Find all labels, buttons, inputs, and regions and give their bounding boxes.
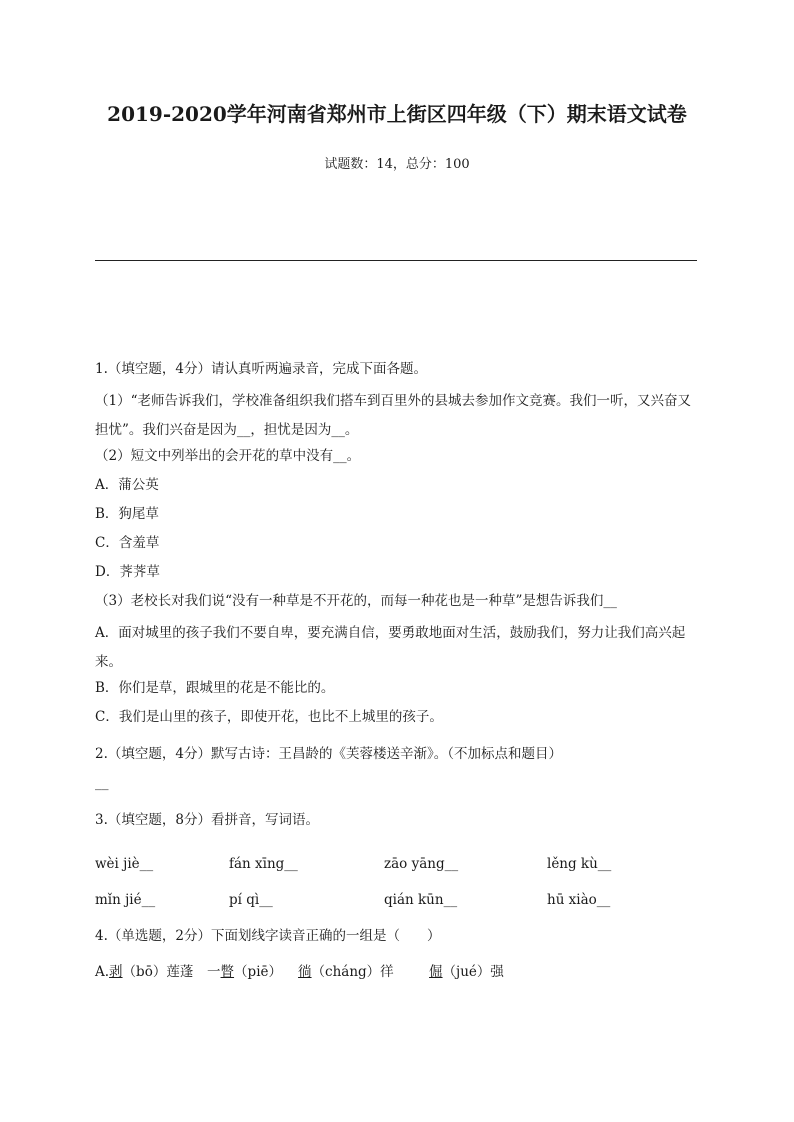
pinyin-item: lěng kù__ (547, 856, 612, 872)
pinyin-item: wèi jiè__ (95, 856, 154, 872)
option-prefix: 一 (207, 964, 221, 980)
divider-line (95, 260, 697, 261)
q1-part2-option-c: C．含羞草 (95, 535, 160, 551)
underlined-char: 瞥 (220, 964, 235, 980)
q3-stem: 3.（填空题，8分）看拼音，写词语。 (95, 812, 319, 828)
pinyin-item: mǐn jié__ (95, 892, 156, 908)
option-reading: （jué）强 (442, 964, 504, 980)
question-list (95, 358, 699, 990)
page-subtitle: 试题数：14，总分：100 (324, 157, 470, 172)
pinyin-item: qián kūn__ (384, 892, 458, 908)
option-word-3 (298, 961, 429, 983)
pinyin-item: pí qì__ (229, 892, 273, 908)
underlined-char: 徜 (298, 964, 312, 980)
q1-part3: （3）老校长对我们说“没有一种草是不开花的，而每一种花也是一种草”是想告诉我们__ (95, 593, 617, 609)
option-word-1 (109, 961, 207, 983)
option-word-4 (429, 961, 504, 983)
q1-part2-option-d: D．荠荠草 (95, 564, 160, 580)
q1-part3-option-c: C．我们是山里的孩子，即使开花，也比不上城里的孩子。 (95, 709, 443, 725)
q2-answer-line: __ (95, 775, 109, 791)
q4-option-a (95, 961, 699, 990)
pinyin-item: hū xiào__ (547, 892, 611, 908)
q3-pinyin-row-1 (95, 853, 699, 889)
pinyin-item: zāo yāng__ (384, 856, 459, 872)
q2-stem: 2.（填空题，4分）默写古诗：王昌龄的《芙蓉楼送辛渐》。（不加标点和题目） (95, 746, 562, 762)
q1-part3-option-b: B．你们是草，跟城里的花是不能比的。 (95, 680, 335, 696)
option-label: A. (95, 964, 110, 980)
q1-part3-option-a: A．面对城里的孩子我们不要自卑，要充满自信，要勇敢地面对生活，鼓励我们，努力让我们高兴起来。 (95, 625, 686, 670)
page-title: 2019-2020学年河南省郑州市上街区四年级（下）期末语文试卷 (107, 102, 687, 126)
underlined-char: 倔 (429, 964, 443, 980)
q1-part1: （1）“老师告诉我们，学校准备组织我们搭车到百里外的县城去参加作文竞赛。我们一听，又兴奋又担忧”。我们兴奋是因为__，担忧是因为__。 (95, 393, 691, 438)
option-reading: （bō）莲蓬 (122, 964, 194, 980)
underlined-char: 剥 (109, 964, 123, 980)
pinyin-item: fán xīng__ (229, 856, 298, 872)
q3-pinyin-row-2 (95, 889, 699, 925)
q1-part2-option-a: A．蒲公英 (95, 477, 159, 493)
option-word-2 (207, 961, 298, 983)
q1-part2: （2）短文中列举出的会开花的草中没有__。 (95, 448, 361, 464)
option-reading: （piē） (234, 964, 282, 980)
q1-stem: 1.（填空题，4分）请认真听两遍录音，完成下面各题。 (95, 361, 427, 377)
option-reading: （cháng）徉 (311, 964, 394, 980)
q4-stem: 4.（单选题，2分）下面划线字读音正确的一组是（ ） (95, 928, 441, 944)
q1-part2-option-b: B．狗尾草 (95, 506, 159, 522)
